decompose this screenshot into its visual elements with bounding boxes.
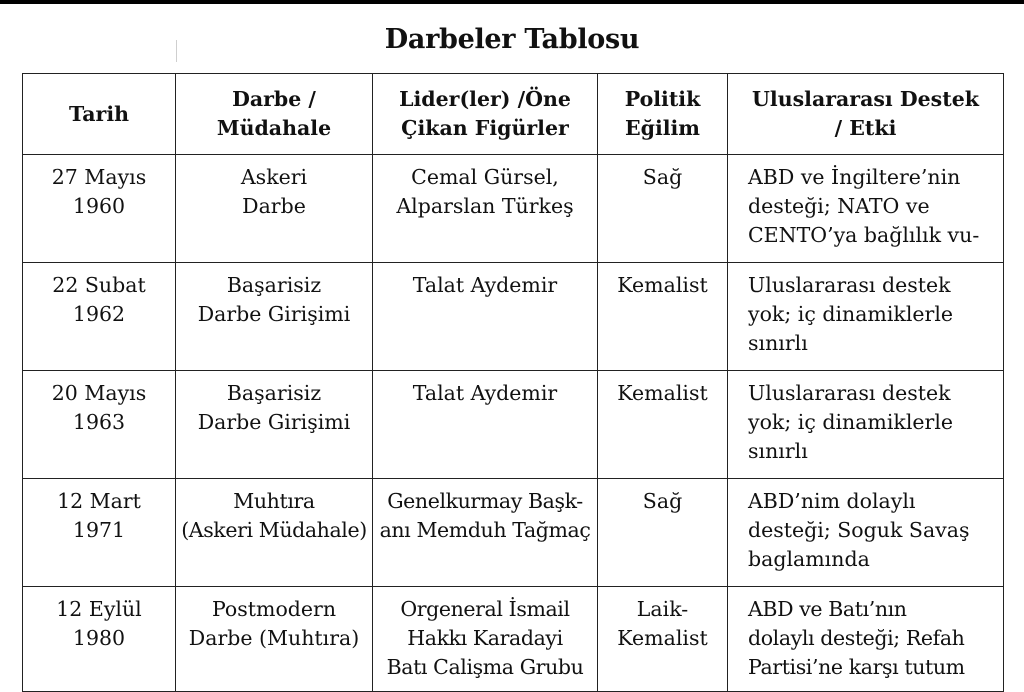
header-date: Tarih	[23, 74, 176, 155]
cell-orientation: Laik- Kemalist	[598, 587, 728, 692]
cell-leaders: Talat Aydemir	[373, 371, 598, 479]
cell-type: Başarisiz Darbe Girişimi	[176, 263, 373, 371]
cell-support: ABD ve Batı’nın dolaylı desteği; Refah Partisi’ne karşı tutum	[728, 587, 1004, 692]
table-row	[23, 263, 1004, 371]
header-support: Uluslararası Destek / Etki	[728, 74, 1004, 155]
cell-leaders: Talat Aydemir	[373, 263, 598, 371]
top-border-bar	[0, 0, 1024, 4]
cell-leaders: Orgeneral İsmail Hakkı Karadayi Batı Calişma Grubu	[373, 587, 598, 692]
cell-orientation: Kemalist	[598, 263, 728, 371]
cell-date: 22 Subat 1962	[23, 263, 176, 371]
header-type: Darbe / Müdahale	[176, 74, 373, 155]
cell-support: Uluslararası destek yok; iç dinamiklerle sınırlı	[728, 263, 1004, 371]
table-row	[23, 371, 1004, 479]
cell-date: 27 Mayıs 1960	[23, 155, 176, 263]
cell-leaders: Cemal Gürsel, Alparslan Türkeş	[373, 155, 598, 263]
cell-date: 12 Mart 1971	[23, 479, 176, 587]
cell-support: Uluslararası destek yok; iç dinamiklerle sınırlı	[728, 371, 1004, 479]
table-row	[23, 479, 1004, 587]
cell-orientation: Sağ	[598, 479, 728, 587]
header-orientation: Politik Eğilim	[598, 74, 728, 155]
cell-type: Postmodern Darbe (Muhtıra)	[176, 587, 373, 692]
coups-table	[22, 73, 1004, 692]
cell-support: ABD ve İngiltere’nin desteği; NATO ve CENTO’ya bağlılık vu-	[728, 155, 1004, 263]
cell-type: Askeri Darbe	[176, 155, 373, 263]
cell-orientation: Kemalist	[598, 371, 728, 479]
table-title: Darbeler Tablosu	[384, 24, 640, 55]
table-row	[23, 587, 1004, 692]
cell-type: Başarisiz Darbe Girişimi	[176, 371, 373, 479]
cell-support: ABD’nim dolaylı desteği; Soguk Savaş baglamında	[728, 479, 1004, 587]
cell-date: 20 Mayıs 1963	[23, 371, 176, 479]
header-row	[23, 74, 1004, 155]
table-row	[23, 155, 1004, 263]
cell-orientation: Sağ	[598, 155, 728, 263]
header-leaders: Lider(ler) /Öne Çikan Figürler	[373, 74, 598, 155]
cell-type: Muhtıra (Askeri Müdahale)	[176, 479, 373, 587]
cell-leaders: Genelkurmay Başk- anı Memduh Tağmaç	[373, 479, 598, 587]
cell-date: 12 Eylül 1980	[23, 587, 176, 692]
